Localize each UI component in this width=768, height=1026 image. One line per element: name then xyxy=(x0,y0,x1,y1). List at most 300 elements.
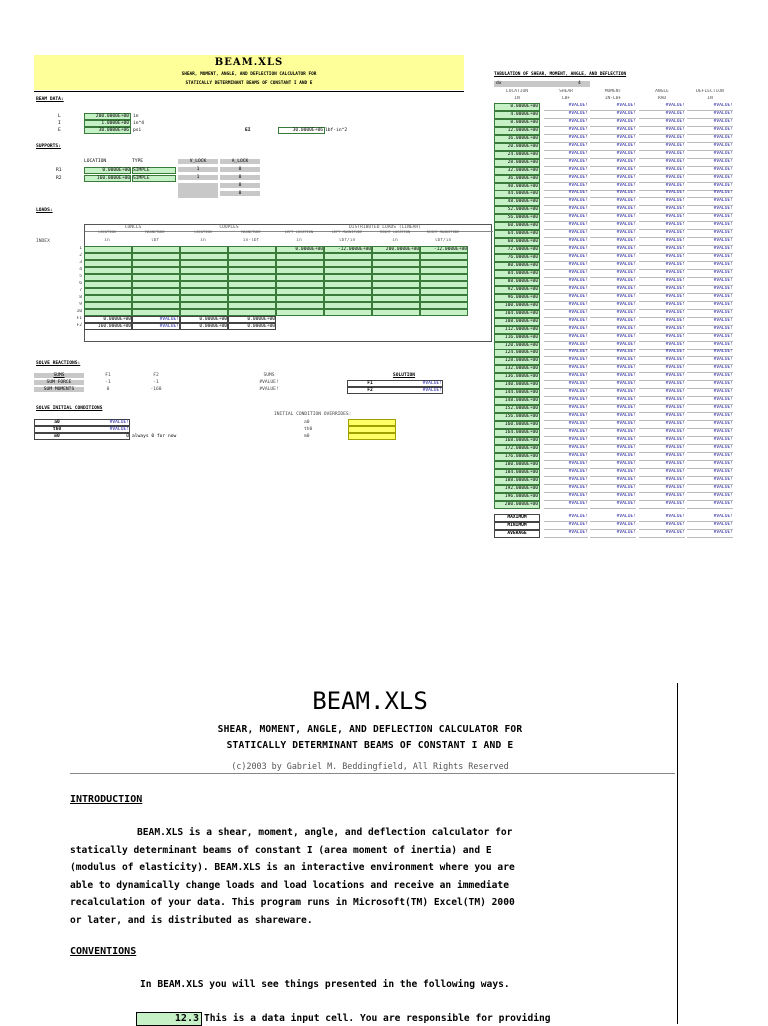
supports-header-alock: A_LOCK xyxy=(220,159,260,164)
tab-location-cell: 44.0000E+00 xyxy=(494,190,540,198)
load-cell[interactable] xyxy=(228,267,276,274)
load-cell[interactable] xyxy=(276,253,324,260)
tab-value-cell: #VALUE! xyxy=(590,294,636,302)
ic-note: always 0 for now xyxy=(132,434,177,439)
ic-override-input-m0[interactable] xyxy=(348,433,396,440)
intro-paragraph xyxy=(70,824,670,930)
reaction-row-name: F2 xyxy=(76,323,82,328)
tab-location-cell: 152.0000E+00 xyxy=(494,405,540,413)
loads-unit: in-lbf xyxy=(242,238,260,243)
loads-subheader: LEFT LOCATION xyxy=(284,230,314,234)
load-cell[interactable]: -12.0000E+00 xyxy=(420,246,468,253)
tab-value-cell: #VALUE! xyxy=(590,445,636,453)
load-cell[interactable] xyxy=(276,302,324,309)
tab-summary-cell: #VALUE! xyxy=(544,522,588,530)
support-type-input[interactable]: SIMPLE xyxy=(132,167,176,174)
tab-value-cell: #VALUE! xyxy=(590,214,636,222)
tab-location-cell: 100.0000E+00 xyxy=(494,302,540,310)
support-row-R1 xyxy=(34,167,274,174)
solution-row-f1 xyxy=(347,380,443,387)
load-cell[interactable] xyxy=(276,274,324,281)
load-cell[interactable] xyxy=(372,253,420,260)
load-cell[interactable] xyxy=(276,288,324,295)
load-cell[interactable] xyxy=(372,302,420,309)
tab-value-cell: #VALUE! xyxy=(687,357,733,365)
sr-row-label: SUM FORCE xyxy=(34,380,84,385)
load-cell[interactable] xyxy=(324,302,372,309)
tab-value-cell: #VALUE! xyxy=(639,222,685,230)
tab-summary-cell: #VALUE! xyxy=(590,522,636,530)
tab-value-cell: #VALUE! xyxy=(590,389,636,397)
load-row-number: 7 xyxy=(79,288,82,293)
tab-value-cell: #VALUE! xyxy=(590,397,636,405)
tab-value-cell: #VALUE! xyxy=(544,421,588,429)
tab-value-cell: #VALUE! xyxy=(544,183,588,191)
load-cell[interactable] xyxy=(324,260,372,267)
load-cell[interactable] xyxy=(420,295,468,302)
load-cell[interactable] xyxy=(180,246,228,253)
doc-page xyxy=(0,683,768,1024)
tab-value-cell: #VALUE! xyxy=(590,262,636,270)
tab-summary-cell: #VALUE! xyxy=(639,522,685,530)
tab-header-name: MOMENT xyxy=(604,89,622,94)
load-cell[interactable] xyxy=(228,281,276,288)
tab-value-cell: #VALUE! xyxy=(590,501,636,509)
index-label: INDEX xyxy=(36,239,50,244)
tab-value-cell: #VALUE! xyxy=(687,151,733,159)
tab-summary-cell: #VALUE! xyxy=(590,514,636,522)
reaction-cell: #VALUE! xyxy=(132,323,180,330)
conventions-line: In BEAM.XLS you will see things presented in the following ways. xyxy=(140,979,510,990)
tab-value-cell: #VALUE! xyxy=(687,493,733,501)
dx-value[interactable]: 4 xyxy=(578,81,581,86)
tab-value-cell: #VALUE! xyxy=(544,151,588,159)
E-label: E xyxy=(58,128,61,133)
load-cell[interactable] xyxy=(132,246,180,253)
load-cell[interactable] xyxy=(228,274,276,281)
reaction-cell: 0.0000E+00 xyxy=(228,323,276,330)
tab-value-cell: #VALUE! xyxy=(590,421,636,429)
tab-location-cell: 88.0000E+00 xyxy=(494,278,540,286)
tab-value-cell: #VALUE! xyxy=(590,318,636,326)
tab-value-cell: #VALUE! xyxy=(687,103,733,111)
reaction-cell: 0.0000E+00 xyxy=(84,316,132,323)
load-cell[interactable] xyxy=(276,295,324,302)
solution-label: SOLUTION xyxy=(392,373,416,378)
load-cell[interactable] xyxy=(180,274,228,281)
load-cell[interactable] xyxy=(84,274,132,281)
load-cell[interactable] xyxy=(84,281,132,288)
load-cell[interactable] xyxy=(180,295,228,302)
tab-value-cell: #VALUE! xyxy=(639,437,685,445)
tab-value-cell: #VALUE! xyxy=(590,461,636,469)
loads-subheader: MAGNITUDE xyxy=(145,230,165,234)
tab-value-cell: #VALUE! xyxy=(590,254,636,262)
load-cell[interactable] xyxy=(324,253,372,260)
load-cell[interactable] xyxy=(84,246,132,253)
tab-value-cell: #VALUE! xyxy=(544,445,588,453)
tab-value-cell: #VALUE! xyxy=(639,318,685,326)
tab-value-cell: #VALUE! xyxy=(639,103,685,111)
load-cell[interactable] xyxy=(180,267,228,274)
L-value[interactable]: 200.0000E+00 xyxy=(84,113,131,120)
tab-value-cell: #VALUE! xyxy=(590,246,636,254)
loads-unit: in xyxy=(392,238,398,243)
tab-location-cell: 12.0000E+00 xyxy=(494,127,540,135)
title-divider xyxy=(34,91,464,92)
load-cell[interactable] xyxy=(228,288,276,295)
ic-value: #VALUE! xyxy=(109,420,129,425)
tab-location-cell: 176.0000E+00 xyxy=(494,453,540,461)
tab-value-cell: #VALUE! xyxy=(639,294,685,302)
support-extra-2: 0 xyxy=(220,191,260,196)
load-cell[interactable] xyxy=(420,281,468,288)
tab-value-cell: #VALUE! xyxy=(544,477,588,485)
load-cell[interactable] xyxy=(372,267,420,274)
tab-value-cell: #VALUE! xyxy=(687,365,733,373)
load-cell[interactable] xyxy=(84,302,132,309)
tab-header-unit: IN xyxy=(707,96,713,101)
tab-value-cell: #VALUE! xyxy=(544,501,588,509)
tab-value-cell: #VALUE! xyxy=(687,246,733,254)
tab-value-cell: #VALUE! xyxy=(639,127,685,135)
tab-value-cell: #VALUE! xyxy=(639,111,685,119)
load-cell[interactable] xyxy=(132,274,180,281)
loads-group-concls: CONCLS xyxy=(124,225,142,230)
load-cell[interactable] xyxy=(228,302,276,309)
load-cell[interactable] xyxy=(180,302,228,309)
loads-group-distributed: DISTRIBUTED LOADS (LINEAR) xyxy=(349,225,421,230)
dx-label: dx xyxy=(496,81,502,86)
load-cell[interactable] xyxy=(324,309,372,316)
tab-location-cell: 120.0000E+00 xyxy=(494,342,540,350)
tab-value-cell: #VALUE! xyxy=(544,286,588,294)
doc-subtitle-2: STATICALLY DETERMINANT BEAMS OF CONSTANT I AND E xyxy=(226,740,514,751)
load-cell[interactable] xyxy=(84,260,132,267)
tab-value-cell: #VALUE! xyxy=(639,238,685,246)
tab-value-cell: #VALUE! xyxy=(590,167,636,175)
tab-value-cell: #VALUE! xyxy=(590,230,636,238)
tab-value-cell: #VALUE! xyxy=(544,127,588,135)
tab-header-unit: IN xyxy=(514,96,520,101)
load-cell[interactable] xyxy=(276,309,324,316)
loads-group-couples: COUPLES xyxy=(219,225,239,230)
tab-value-cell: #VALUE! xyxy=(639,310,685,318)
tab-value-cell: #VALUE! xyxy=(590,453,636,461)
tab-value-cell: #VALUE! xyxy=(639,477,685,485)
intro-heading: INTRODUCTION xyxy=(70,794,143,805)
tab-value-cell: #VALUE! xyxy=(544,349,588,357)
tab-value-cell: #VALUE! xyxy=(639,183,685,191)
tab-location-cell: 124.0000E+00 xyxy=(494,349,540,357)
ic-table xyxy=(34,419,234,443)
tab-value-cell: #VALUE! xyxy=(544,429,588,437)
I-unit: in^4 xyxy=(133,121,145,126)
tab-location-cell: 56.0000E+00 xyxy=(494,214,540,222)
tab-location-cell: 32.0000E+00 xyxy=(494,167,540,175)
intro-line: (modulus of elasticity). BEAM.XLS is an interactive environment where you are xyxy=(70,862,515,874)
load-cell[interactable] xyxy=(324,288,372,295)
ic-value: #VALUE! xyxy=(109,427,129,432)
load-cell[interactable] xyxy=(324,295,372,302)
tab-value-cell: #VALUE! xyxy=(639,119,685,127)
support-location-input[interactable]: 0.0000E+00 xyxy=(84,167,131,174)
support-location-input[interactable]: 160.0000E+00 xyxy=(84,175,131,182)
tab-summary-cell: #VALUE! xyxy=(687,514,733,522)
tab-location-cell: 156.0000E+00 xyxy=(494,413,540,421)
load-cell[interactable] xyxy=(132,260,180,267)
load-cell[interactable] xyxy=(420,288,468,295)
load-cell[interactable] xyxy=(132,309,180,316)
solution-value: #VALUE! xyxy=(422,388,442,393)
tab-value-cell: #VALUE! xyxy=(639,373,685,381)
I-value[interactable]: 1.0000E+00 xyxy=(84,120,131,127)
reaction-cell: 0.0000E+00 xyxy=(180,316,228,323)
tab-location-cell: 136.0000E+00 xyxy=(494,373,540,381)
load-cell[interactable] xyxy=(180,253,228,260)
load-cell[interactable] xyxy=(372,281,420,288)
sr-row-f2: -160 xyxy=(150,387,162,392)
tab-value-cell: #VALUE! xyxy=(544,238,588,246)
tab-location-cell: 192.0000E+00 xyxy=(494,485,540,493)
load-cell[interactable] xyxy=(180,281,228,288)
load-cell[interactable] xyxy=(420,274,468,281)
load-cell[interactable] xyxy=(132,281,180,288)
load-cell[interactable] xyxy=(276,260,324,267)
tab-header-unit: RAD xyxy=(657,96,667,101)
tab-value-cell: #VALUE! xyxy=(590,190,636,198)
tab-value-cell: #VALUE! xyxy=(687,485,733,493)
EI-label: EI xyxy=(245,128,251,133)
tab-location-cell: 132.0000E+00 xyxy=(494,365,540,373)
ic-override-input-th0[interactable] xyxy=(348,426,396,433)
tab-value-cell: #VALUE! xyxy=(590,183,636,191)
load-cell[interactable] xyxy=(372,260,420,267)
load-cell[interactable] xyxy=(228,309,276,316)
load-cell[interactable] xyxy=(372,309,420,316)
tab-value-cell: #VALUE! xyxy=(687,190,733,198)
load-cell[interactable] xyxy=(276,267,324,274)
load-row-number: 9 xyxy=(79,302,82,307)
tab-value-cell: #VALUE! xyxy=(639,198,685,206)
load-cell[interactable]: -12.0000E+00 xyxy=(324,246,372,253)
tab-location-cell: 16.0000E+00 xyxy=(494,135,540,143)
tab-location-cell: 4.0000E+00 xyxy=(494,111,540,119)
tab-location-cell: 64.0000E+00 xyxy=(494,230,540,238)
tab-summary-label: MAXIMUM xyxy=(494,514,540,522)
tab-location-cell: 184.0000E+00 xyxy=(494,469,540,477)
load-cell[interactable] xyxy=(276,281,324,288)
tab-value-cell: #VALUE! xyxy=(590,151,636,159)
tab-summary-cell: #VALUE! xyxy=(544,514,588,522)
E-unit: psi xyxy=(133,128,142,133)
conventions-heading: CONVENTIONS xyxy=(70,946,137,957)
load-cell[interactable] xyxy=(132,302,180,309)
sr-row-sum: #VALUE! xyxy=(259,387,279,392)
tab-value-cell: #VALUE! xyxy=(687,461,733,469)
tab-value-cell: #VALUE! xyxy=(544,190,588,198)
load-cell[interactable] xyxy=(132,288,180,295)
load-cell[interactable] xyxy=(420,253,468,260)
example-input-cell[interactable]: 12.3 xyxy=(136,1012,202,1026)
tab-value-cell: #VALUE! xyxy=(687,198,733,206)
tab-value-cell: #VALUE! xyxy=(590,127,636,135)
load-row-number: 1 xyxy=(79,246,82,251)
tab-value-cell: #VALUE! xyxy=(544,198,588,206)
tab-value-cell: #VALUE! xyxy=(639,469,685,477)
load-row-number: 4 xyxy=(79,267,82,272)
tab-value-cell: #VALUE! xyxy=(687,254,733,262)
loads-subheader: MAGNITUDE xyxy=(241,230,261,234)
sr-row-f2: -1 xyxy=(153,380,159,385)
load-row-number: 3 xyxy=(79,260,82,265)
load-cell[interactable] xyxy=(84,267,132,274)
tab-value-cell: #VALUE! xyxy=(544,310,588,318)
load-cell[interactable] xyxy=(228,295,276,302)
tab-value-cell: #VALUE! xyxy=(590,373,636,381)
load-cell[interactable] xyxy=(180,288,228,295)
tab-summary-cell: #VALUE! xyxy=(590,530,636,538)
tab-value-cell: #VALUE! xyxy=(687,405,733,413)
tab-value-cell: #VALUE! xyxy=(639,143,685,151)
support-name: R2 xyxy=(56,176,62,181)
tab-value-cell: #VALUE! xyxy=(687,501,733,509)
tab-value-cell: #VALUE! xyxy=(590,349,636,357)
tab-value-cell: #VALUE! xyxy=(639,405,685,413)
load-cell[interactable] xyxy=(324,274,372,281)
sr-row-f1: 0 xyxy=(106,387,110,392)
tab-value-cell: #VALUE! xyxy=(544,206,588,214)
tab-location-cell: 60.0000E+00 xyxy=(494,222,540,230)
load-cell[interactable] xyxy=(84,295,132,302)
tab-value-cell: #VALUE! xyxy=(544,230,588,238)
load-cell[interactable] xyxy=(228,246,276,253)
load-cell[interactable] xyxy=(84,288,132,295)
tab-value-cell: #VALUE! xyxy=(590,238,636,246)
tab-header-name: ANGLE xyxy=(655,89,669,94)
load-cell[interactable] xyxy=(420,309,468,316)
load-cell[interactable]: 0.0000E+00 xyxy=(276,246,324,253)
sr-header-sums: SUMS xyxy=(34,373,84,378)
tab-value-cell: #VALUE! xyxy=(590,270,636,278)
load-cell[interactable] xyxy=(228,253,276,260)
tab-summary-label: AVERAGE xyxy=(494,530,540,538)
support-type-input[interactable]: SIMPLE xyxy=(132,175,176,182)
load-cell[interactable] xyxy=(84,309,132,316)
tab-value-cell: #VALUE! xyxy=(687,453,733,461)
load-row-number: 2 xyxy=(79,253,82,258)
tab-value-cell: #VALUE! xyxy=(544,365,588,373)
L-label: L xyxy=(58,114,61,119)
EI-unit: lbf-in^2 xyxy=(325,128,348,133)
load-cell[interactable] xyxy=(372,288,420,295)
tab-summary-cell: #VALUE! xyxy=(639,514,685,522)
tab-summary-cell: #VALUE! xyxy=(687,522,733,530)
tab-value-cell: #VALUE! xyxy=(687,278,733,286)
tab-value-cell: #VALUE! xyxy=(544,453,588,461)
tab-value-cell: #VALUE! xyxy=(639,349,685,357)
tab-location-cell: 52.0000E+00 xyxy=(494,206,540,214)
loads-subheader: LOCATION xyxy=(98,230,116,234)
tab-location-cell: 84.0000E+00 xyxy=(494,270,540,278)
tab-summary-cell: #VALUE! xyxy=(544,530,588,538)
tab-value-cell: #VALUE! xyxy=(687,326,733,334)
tab-value-cell: #VALUE! xyxy=(639,357,685,365)
load-cell[interactable] xyxy=(132,267,180,274)
load-cell[interactable] xyxy=(132,295,180,302)
load-cell[interactable] xyxy=(420,267,468,274)
tab-value-cell: #VALUE! xyxy=(687,286,733,294)
tab-location-cell: 200.0000E+00 xyxy=(494,501,540,509)
tab-value-cell: #VALUE! xyxy=(544,222,588,230)
load-cell[interactable] xyxy=(372,274,420,281)
tab-summary-cell: #VALUE! xyxy=(687,530,733,538)
sheet-title-banner xyxy=(34,55,464,90)
load-cell[interactable]: 200.0000E+00 xyxy=(372,246,420,253)
E-value[interactable]: 30.0000E+06 xyxy=(84,127,131,134)
tab-value-cell: #VALUE! xyxy=(544,302,588,310)
load-cell[interactable] xyxy=(420,260,468,267)
tab-value-cell: #VALUE! xyxy=(639,493,685,501)
tabulation-page xyxy=(494,72,734,542)
ic-override-label: INITIAL CONDITION OVERRIDES: xyxy=(274,412,352,417)
tab-location-cell: 40.0000E+00 xyxy=(494,183,540,191)
tab-value-cell: #VALUE! xyxy=(687,389,733,397)
tab-value-cell: #VALUE! xyxy=(687,429,733,437)
tab-value-cell: #VALUE! xyxy=(590,103,636,111)
tab-location-cell: 36.0000E+00 xyxy=(494,175,540,183)
tab-value-cell: #VALUE! xyxy=(590,365,636,373)
load-row-number: 5 xyxy=(79,274,82,279)
loads-subheader: RIGHT LOCATION xyxy=(379,230,411,234)
loads-unit: lbf/in xyxy=(434,238,452,243)
tab-value-cell: #VALUE! xyxy=(687,373,733,381)
load-cell[interactable] xyxy=(84,253,132,260)
loads-unit: lbf/in xyxy=(338,238,356,243)
sheet-subtitle-1: SHEAR, MOMENT, ANGLE, AND DEFLECTION CALCULATOR FOR xyxy=(181,72,317,77)
tab-value-cell: #VALUE! xyxy=(687,397,733,405)
tab-value-cell: #VALUE! xyxy=(639,246,685,254)
beam-data-label: BEAM DATA: xyxy=(36,97,64,102)
tab-value-cell: #VALUE! xyxy=(590,357,636,365)
doc-divider xyxy=(70,773,675,774)
loads-unit: in xyxy=(104,238,110,243)
tab-value-cell: #VALUE! xyxy=(639,286,685,294)
load-cell[interactable] xyxy=(324,267,372,274)
ic-row xyxy=(34,433,130,440)
load-cell[interactable] xyxy=(180,309,228,316)
tab-value-cell: #VALUE! xyxy=(544,485,588,493)
tab-value-cell: #VALUE! xyxy=(590,469,636,477)
load-cell[interactable] xyxy=(372,295,420,302)
tab-location-cell: 96.0000E+00 xyxy=(494,294,540,302)
tab-value-cell: #VALUE! xyxy=(544,246,588,254)
load-cell[interactable] xyxy=(420,302,468,309)
tab-value-cell: #VALUE! xyxy=(544,214,588,222)
tab-value-cell: #VALUE! xyxy=(639,151,685,159)
ic-override-input-a0[interactable] xyxy=(348,419,396,426)
ic-override-name: th0 xyxy=(304,427,313,432)
load-cell[interactable] xyxy=(132,253,180,260)
ic-override-name: a0 xyxy=(304,420,310,425)
tab-value-cell: #VALUE! xyxy=(544,119,588,127)
load-cell[interactable] xyxy=(180,260,228,267)
load-cell[interactable] xyxy=(324,281,372,288)
load-cell[interactable] xyxy=(228,260,276,267)
loads-subheader: LEFT MAGNITUDE xyxy=(331,230,363,234)
tab-location-cell: 164.0000E+00 xyxy=(494,429,540,437)
tab-location-cell: 20.0000E+00 xyxy=(494,143,540,151)
